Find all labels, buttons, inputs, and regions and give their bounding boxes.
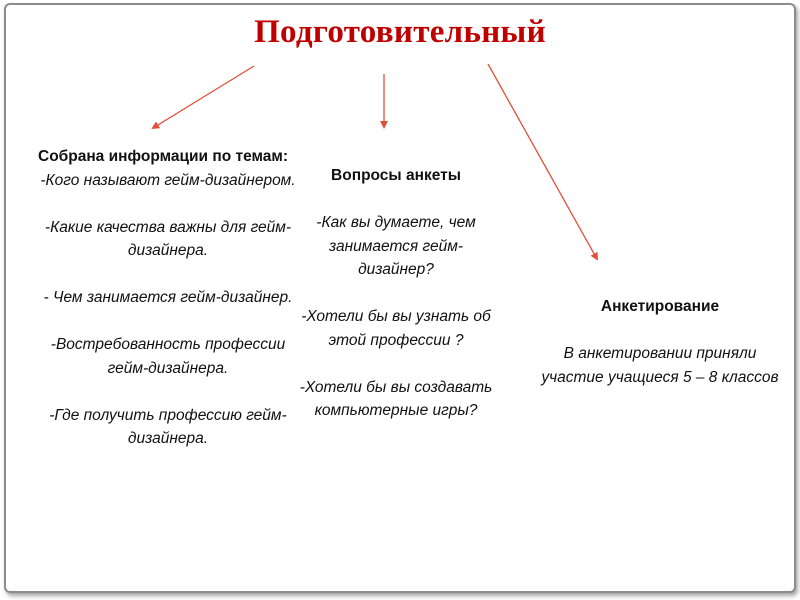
- topic-item: - Чем занимается гейм-дизайнер.: [43, 289, 293, 306]
- info-topics-heading: Собрана информации по темам:: [38, 148, 289, 165]
- arrow-to-right: [488, 64, 597, 259]
- question-item: -Хотели бы вы узнать об этой профессии ?: [301, 308, 491, 349]
- info-topics-block: [38, 145, 298, 451]
- survey-description: В анкетировании приняли участие учащиеся 5 – 8 классов: [541, 345, 779, 386]
- survey-questions-block: [298, 164, 494, 423]
- slide-title: Подготовительный: [254, 14, 546, 50]
- question-item: -Хотели бы вы создавать компьютерные игры?: [299, 378, 493, 419]
- survey-questions-heading: Вопросы анкеты: [331, 167, 461, 184]
- survey-block: [540, 295, 780, 389]
- arrow-to-left: [153, 66, 254, 128]
- topic-item: -Кого называют гейм-дизайнером.: [40, 171, 296, 189]
- topic-item: -Востребованность профессии гейм-дизайнера.: [50, 336, 286, 377]
- survey-heading: Анкетирование: [600, 298, 720, 315]
- question-item: -Как вы думаете, чем занимается гейм-дизайнер?: [316, 214, 476, 278]
- topic-item: -Где получить профессию гейм-дизайнера.: [49, 406, 287, 447]
- topic-item: -Какие качества важны для гейм-дизайнера.: [44, 218, 292, 259]
